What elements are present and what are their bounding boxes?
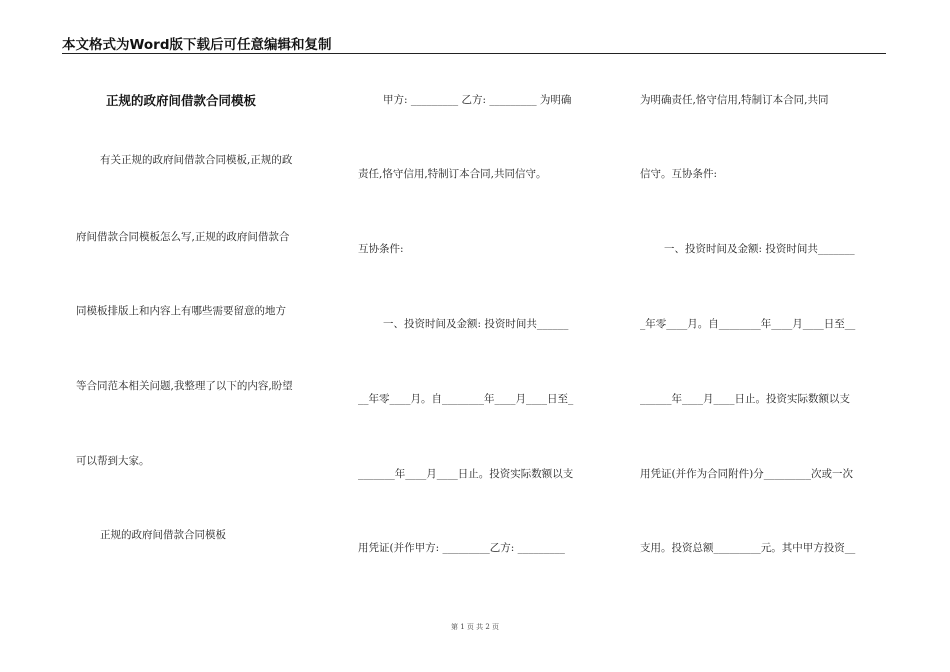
paragraph-line: 责任,恪守信用,特制订本合同,共同信守。 [358,168,547,180]
paragraph-line: 正规的政府间借款合同模板 [100,529,226,541]
paragraph-line: 支用。投资总额_________元。其中甲方投资__ [640,542,856,554]
column-2 [352,0,612,672]
page-footer: 第 1 页 共 2 页 [450,623,500,631]
paragraph-line: _______年____月____日止。投资实际数额以支 [358,468,574,480]
column-3 [637,0,887,672]
paragraph-line: 一、投资时间及金额: 投资时间共_______ [664,243,855,255]
paragraph-line: 一、投资时间及金额: 投资时间共______ [383,318,569,330]
paragraph-line: 有关正规的政府间借款合同模板,正规的政 [100,154,293,166]
column-1 [62,0,332,672]
paragraph-line: 甲方: _________ 乙方: _________ 为明确 [383,94,572,106]
paragraph-line: 同模板排版上和内容上有哪些需要留意的地方 [76,305,286,317]
document-title: 正规的政府间借款合同模板 [106,93,257,108]
paragraph-line: 信守。互协条件: [640,168,718,180]
paragraph-line: ______年____月____日止。投资实际数额以支 [640,393,850,405]
paragraph-line: __年零____月。自________年____月____日至_ [358,393,574,405]
paragraph-line: 等合同范本相关问题,我整理了以下的内容,盼望 [76,380,293,392]
paragraph-line: 为明确责任,恪守信用,特制订本合同,共同 [640,94,829,106]
paragraph-line: 府间借款合同模板怎么写,正规的政府间借款合 [76,231,290,243]
paragraph-line: 可以帮到大家。 [76,455,150,467]
paragraph-line: 用凭证(并作为合同附件)分_________次或一次 [640,468,853,480]
header-text: 本文格式为Word版下载后可任意编辑和复制 [62,37,332,53]
paragraph-line: 用凭证(并作甲方: _________乙方: _________ [358,542,565,554]
paragraph-line: 互协条件: [358,243,404,255]
paragraph-line: _年零____月。自________年____月____日至__ [640,318,856,330]
